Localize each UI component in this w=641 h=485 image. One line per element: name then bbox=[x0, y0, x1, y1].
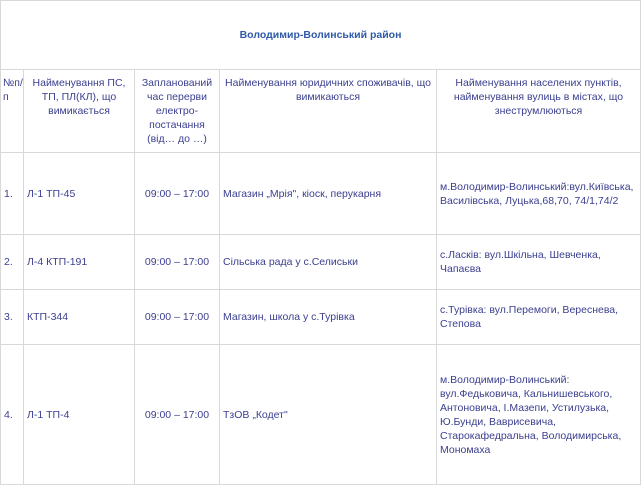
table-row bbox=[1, 290, 641, 345]
header-object: Найменування ПС, ТП, ПЛ(КЛ), що вимикається bbox=[24, 70, 135, 153]
row-time: 09:00 – 17:00 bbox=[135, 235, 220, 290]
row-object: Л-1 ТП-45 bbox=[24, 153, 135, 235]
header-time: Запланований час перерви електро-постачання (від… до …) bbox=[135, 70, 220, 153]
row-object: Л-4 КТП-191 bbox=[24, 235, 135, 290]
table-row bbox=[1, 235, 641, 290]
row-consumers: Сільська рада у с.Селиськи bbox=[220, 235, 437, 290]
row-consumers: Магазин „Мрія", кіоск, перукарня bbox=[220, 153, 437, 235]
district-title: Володимир-Волинський район bbox=[1, 1, 641, 70]
row-time: 09:00 – 17:00 bbox=[135, 290, 220, 345]
row-locations: м.Володимир-Волинський: вул.Федьковича, Кальнишевського, Антоновича, І.Мазепи, Устилузька, Ю.Бунди, Ваврисевича, Старокафедральна, Володимирська, Мономаха bbox=[437, 345, 641, 485]
row-consumers: ТзОВ „Кодет" bbox=[220, 345, 437, 485]
header-number: №п/п bbox=[1, 70, 24, 153]
row-locations: с.Ласків: вул.Шкільна, Шевченка, Чапаєва bbox=[437, 235, 641, 290]
table-title-row bbox=[1, 1, 641, 70]
row-object: Л-1 ТП-4 bbox=[24, 345, 135, 485]
row-consumers: Магазин, школа у с.Турівка bbox=[220, 290, 437, 345]
row-number: 1. bbox=[1, 153, 24, 235]
row-number: 2. bbox=[1, 235, 24, 290]
row-number: 3. bbox=[1, 290, 24, 345]
row-object: КТП-344 bbox=[24, 290, 135, 345]
row-time: 09:00 – 17:00 bbox=[135, 345, 220, 485]
header-consumers: Найменування юридичних споживачів, що вимикаються bbox=[220, 70, 437, 153]
header-row bbox=[1, 70, 641, 153]
table-row bbox=[1, 345, 641, 485]
row-locations: с.Турівка: вул.Перемоги, Вереснева, Степова bbox=[437, 290, 641, 345]
row-number: 4. bbox=[1, 345, 24, 485]
header-locations: Найменування населених пунктів, найменування вулиць в містах, що знеструмлюються bbox=[437, 70, 641, 153]
row-time: 09:00 – 17:00 bbox=[135, 153, 220, 235]
row-locations: м.Володимир-Волинський:вул.Київська, Василівська, Луцька,68,70, 74/1,74/2 bbox=[437, 153, 641, 235]
table-row bbox=[1, 153, 641, 235]
